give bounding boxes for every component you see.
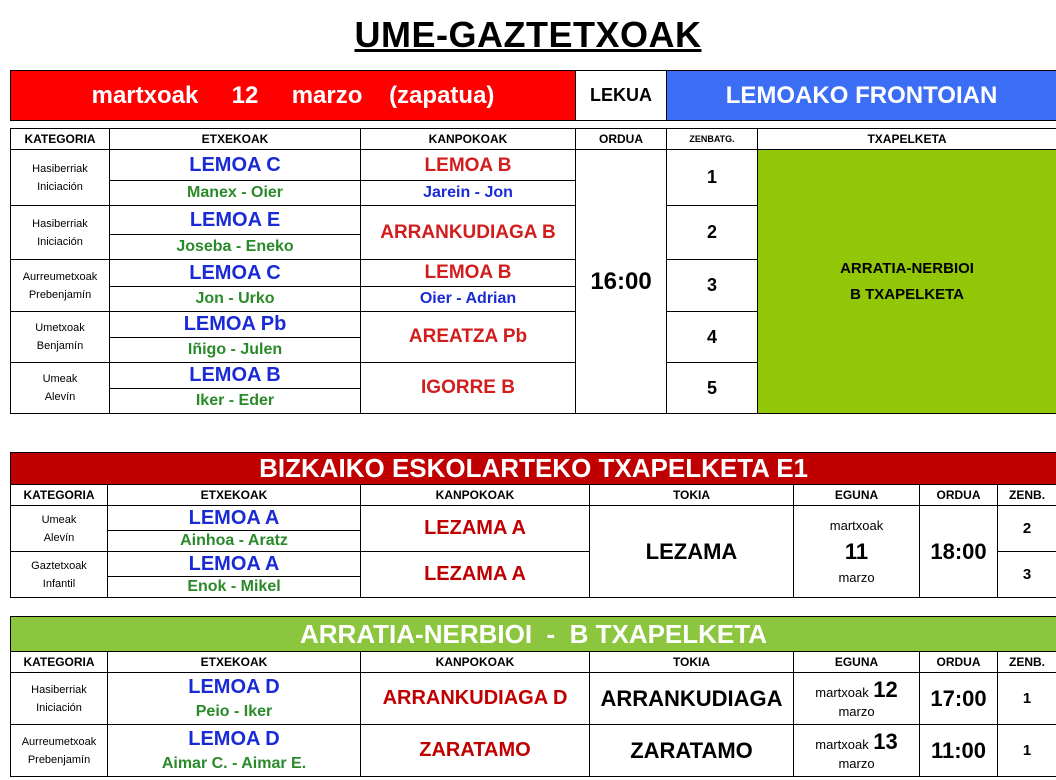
away-team-cell: IGORRE B (361, 363, 576, 414)
header-kategoria: KATEGORIA (11, 652, 108, 673)
category-cell: Aurreumetxoak Prebenjamín (11, 725, 108, 777)
category-cell: Aurreumetxoak Prebenjamín (11, 260, 110, 312)
header-kategoria: KATEGORIA (11, 129, 110, 150)
day-cell: martxoak 12 marzo (794, 673, 920, 725)
number-cell: 5 (667, 363, 758, 414)
page-title: UME-GAZTETXOAK (354, 14, 702, 55)
header-etxekoak: ETXEKOAK (108, 485, 361, 506)
away-team-cell: LEZAMA A (361, 552, 590, 598)
lemoa-schedule-table (10, 70, 1056, 414)
place-cell: LEZAMA (590, 506, 794, 598)
header-etxekoak: ETXEKOAK (110, 129, 361, 150)
table-row (11, 725, 1056, 777)
home-team-cell: LEMOA B Iker - Eder (110, 363, 361, 414)
venue-banner: LEMOAKO FRONTOIAN (667, 71, 1056, 121)
time-cell: 16:00 (576, 150, 667, 414)
table-row (11, 506, 1056, 552)
away-team-cell: ARRANKUDIAGA D (361, 673, 590, 725)
date-venue-row (11, 71, 1056, 121)
number-cell: 3 (667, 260, 758, 312)
header-row (11, 652, 1056, 673)
away-team-cell: LEMOA B Jarein - Jon (361, 150, 576, 206)
home-team-cell: LEMOA A Enok - Mikel (108, 552, 361, 598)
header-tokia: TOKIA (590, 485, 794, 506)
header-ordua: ORDUA (576, 129, 667, 150)
away-team-cell: AREATZA Pb (361, 312, 576, 363)
header-tokia: TOKIA (590, 652, 794, 673)
header-txapelketa: TXAPELKETA (758, 129, 1056, 150)
number-cell: 4 (667, 312, 758, 363)
header-kanpokoak: KANPOKOAK (361, 485, 590, 506)
day-cell: martxoak 11 marzo (794, 506, 920, 598)
home-team-cell: LEMOA C Jon - Urko (110, 260, 361, 312)
header-zenb: ZENB. (998, 485, 1056, 506)
header-ordua: ORDUA (920, 485, 998, 506)
date-banner: martxoak 12 marzo (zapatua) (11, 71, 576, 121)
arratia-banner: ARRATIA-NERBIOI - B TXAPELKETA (11, 617, 1056, 652)
category-cell: Umetxoak Benjamín (11, 312, 110, 363)
time-cell: 17:00 (920, 673, 998, 725)
header-zenb: ZENB. (998, 652, 1056, 673)
day-cell: martxoak 13 marzo (794, 725, 920, 777)
home-team-cell: LEMOA C Manex - Oier (110, 150, 361, 206)
number-cell: 1 (667, 150, 758, 206)
place-cell: ARRANKUDIAGA (590, 673, 794, 725)
number-cell: 1 (998, 725, 1056, 777)
time-cell: 11:00 (920, 725, 998, 777)
home-team-cell: LEMOA D Peio - Iker (108, 673, 361, 725)
category-cell: Hasiberriak Iniciación (11, 673, 108, 725)
header-etxekoak: ETXEKOAK (108, 652, 361, 673)
header-row (11, 129, 1056, 150)
home-team-cell: LEMOA Pb Iñigo - Julen (110, 312, 361, 363)
header-kanpokoak: KANPOKOAK (361, 652, 590, 673)
eskolarteko-banner: BIZKAIKO ESKOLARTEKO TXAPELKETA E1 (11, 453, 1056, 485)
table-row (11, 673, 1056, 725)
number-cell: 2 (667, 206, 758, 260)
number-cell: 2 (998, 506, 1056, 552)
header-row (11, 485, 1056, 506)
away-team-cell: ARRANKUDIAGA B (361, 206, 576, 260)
away-team-cell: ZARATAMO (361, 725, 590, 777)
spacer (11, 121, 1056, 129)
away-team-cell: LEMOA B Oier - Adrian (361, 260, 576, 312)
home-team-cell: LEMOA A Ainhoa - Aratz (108, 506, 361, 552)
eskolarteko-table (10, 452, 1056, 598)
time-cell: 18:00 (920, 506, 998, 598)
header-kategoria: KATEGORIA (11, 485, 108, 506)
number-cell: 3 (998, 552, 1056, 598)
category-cell: Gaztetxoak Infantil (11, 552, 108, 598)
category-cell: Umeak Alevín (11, 363, 110, 414)
header-zenbatg: ZENBATG. (667, 129, 758, 150)
category-cell: Hasiberriak Iniciación (11, 150, 110, 206)
table-row (11, 150, 1056, 206)
header-eguna: EGUNA (794, 652, 920, 673)
header-ordua: ORDUA (920, 652, 998, 673)
number-cell: 1 (998, 673, 1056, 725)
category-cell: Umeak Alevín (11, 506, 108, 552)
header-eguna: EGUNA (794, 485, 920, 506)
home-team-cell: LEMOA E Joseba - Eneko (110, 206, 361, 260)
lekua-label: LEKUA (576, 71, 667, 121)
competition-cell: ARRATIA-NERBIOI B TXAPELKETA (758, 150, 1056, 414)
category-cell: Hasiberriak Iniciación (11, 206, 110, 260)
home-team-cell: LEMOA D Aimar C. - Aimar E. (108, 725, 361, 777)
place-cell: ZARATAMO (590, 725, 794, 777)
arratia-nerbioi-table (10, 616, 1056, 777)
away-team-cell: LEZAMA A (361, 506, 590, 552)
header-kanpokoak: KANPOKOAK (361, 129, 576, 150)
